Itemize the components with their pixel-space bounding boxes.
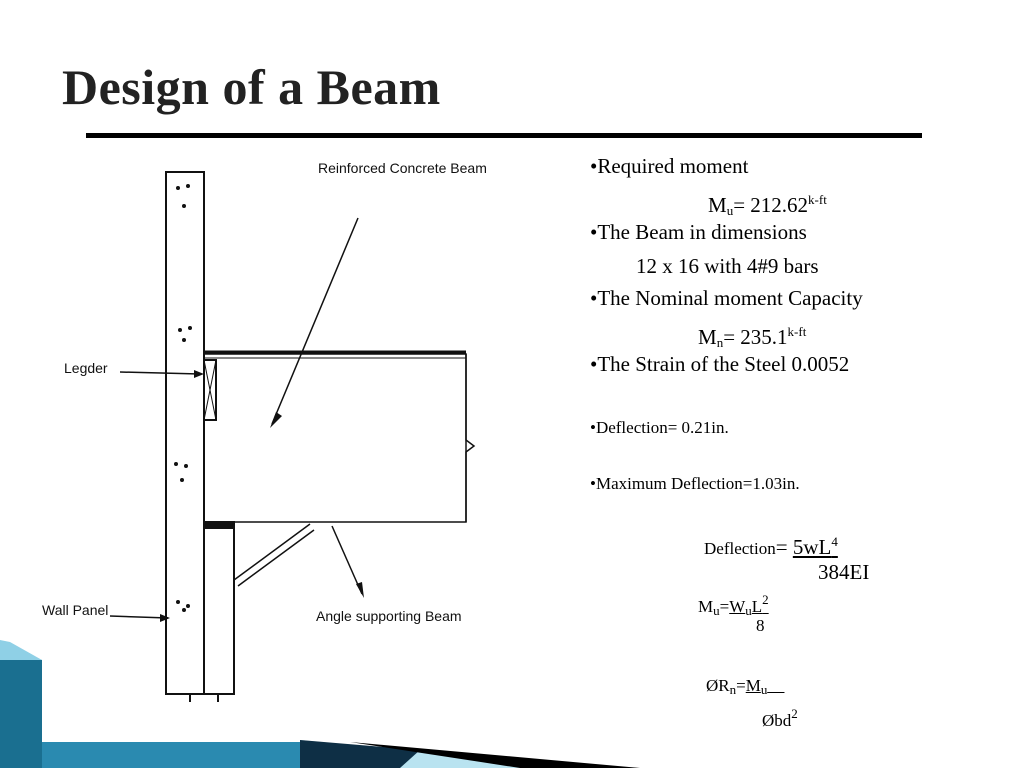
- mn-subscript: n: [716, 335, 724, 350]
- formula-mu-l-exp: 2: [762, 592, 769, 607]
- formula-rn-lhs: ØR: [706, 676, 730, 695]
- bullet-nominal-moment: •The Nominal moment Capacity: [590, 286, 863, 310]
- slide-title: Design of a Beam: [62, 59, 441, 115]
- formula-mu-w: W: [729, 597, 746, 616]
- formula-mu-lhs: M: [698, 597, 714, 616]
- formula-rn-numerator: [746, 676, 785, 695]
- label-wall-panel: Wall Panel: [42, 602, 109, 618]
- formula-rn-m-sub: u: [760, 682, 768, 697]
- bullet-beam-dimensions: •The Beam in dimensions: [590, 220, 807, 244]
- beam-drawing: [0, 140, 590, 740]
- formula-mu-l: L: [751, 597, 763, 616]
- formula-rn-den-text: Øbd: [762, 711, 792, 730]
- formula-mu-w-sub: u: [745, 603, 752, 618]
- mu-unit: k-ft: [808, 192, 827, 207]
- formula-rn-equals: =: [736, 676, 746, 695]
- formula-rn-lhs-sub: n: [729, 682, 737, 697]
- mn-unit: k-ft: [787, 324, 807, 339]
- bullet-strain: •The Strain of the Steel 0.0052: [590, 352, 850, 376]
- formula-rn-den-exp: 2: [791, 706, 798, 721]
- mu-symbol: M: [708, 193, 727, 217]
- label-angle-supporting-beam: Angle supporting Beam: [316, 608, 462, 624]
- mu-subscript: u: [726, 203, 734, 218]
- bullet-max-deflection: •Maximum Deflection=1.03in.: [590, 474, 800, 493]
- formula-deflection-label: Deflection: [704, 539, 776, 558]
- label-reinforced-concrete-beam: Reinforced Concrete Beam: [318, 160, 487, 176]
- label-ledger: Legder: [64, 360, 108, 376]
- formula-deflection-equals: =: [775, 535, 793, 559]
- formula-rn-denominator: [762, 698, 798, 737]
- formula-mu-denominator: 8: [756, 616, 765, 635]
- formula-mu-lhs-sub: u: [713, 603, 720, 618]
- formula-deflection-num-exp: 4: [831, 534, 838, 549]
- beam-diagram: [0, 140, 590, 740]
- formula-mu-equals: =: [719, 597, 730, 616]
- mu-value: = 212.62: [733, 193, 809, 217]
- title-divider: [86, 133, 922, 138]
- formula-rn-tail: __: [767, 676, 785, 695]
- beam-dimensions-value: 12 x 16 with 4#9 bars: [636, 254, 819, 278]
- mn-value: = 235.1: [723, 325, 788, 349]
- formula-rn-m: M: [745, 676, 761, 695]
- bullet-deflection: •Deflection= 0.21in.: [590, 418, 729, 437]
- formula-deflection-denominator: 384EI: [818, 560, 870, 584]
- bullet-required-moment: •Required moment: [590, 154, 749, 178]
- formula-deflection-num-text: 5wL: [792, 535, 832, 559]
- mn-symbol: M: [698, 325, 717, 349]
